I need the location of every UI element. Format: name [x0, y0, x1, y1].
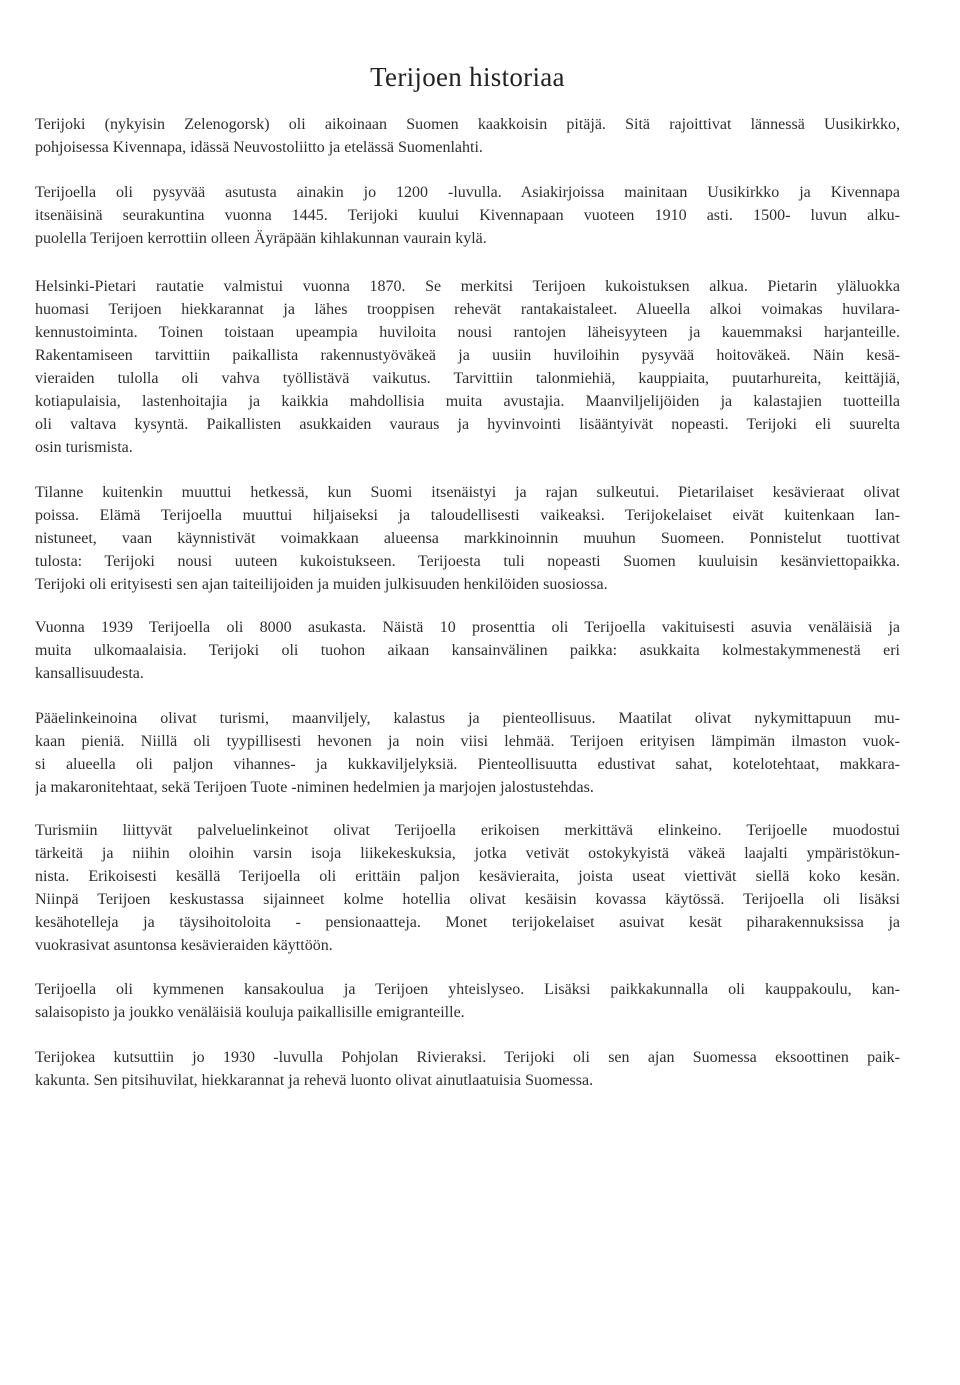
text-line: Turismiin liittyvät palveluelinkeinot olivat Terijoella erikoisen merkittävä elinkeino. Terijoelle muodostui: [35, 822, 900, 839]
text-line: pohjoisessa Kivennapa, idässä Neuvostoliitto ja etelässä Suomenlahti.: [35, 139, 483, 156]
paragraph-population: [35, 616, 900, 685]
paragraph-location: [35, 113, 900, 159]
text-line: nista. Erikoisesti kesällä Terijoella oli erittäin paljon kesävieraita, joista useat viettivät siellä koko kesän.: [35, 868, 900, 885]
text-line: kennustoiminta. Toinen toistaan upeampia huviloita nousi rantojen läheisyyteen ja kauemmaksi harjanteille.: [35, 324, 900, 341]
text-line: salaisopisto ja joukko venäläisiä kouluja paikallisille emigranteille.: [35, 1004, 465, 1021]
text-line: poissa. Elämä Terijoella muuttui hiljaiseksi ja taloudellisesti vaikeaksi. Terijokelaiset eivät kuitenkaan lan-: [35, 507, 900, 524]
text-line: ja makaronitehtaat, sekä Terijoen Tuote -niminen hedelmien ja marjojen jalostustehdas.: [35, 779, 594, 796]
text-line: Rakentamiseen tarvittiin paikallista rakennustyöväkeä ja uusiin huviloihin pysyvää hoitoväkeä. Näin kesä-: [35, 347, 900, 364]
text-line: huomasi Terijoen hiekkarannat ja lähes trooppisen rehevät rantakaistaleet. Alueella alkoi voimakas huvilara-: [35, 301, 900, 318]
text-line: Terijokea kutsuttiin jo 1930 -luvulla Pohjolan Rivieraksi. Terijoki oli sen ajan Suomessa eksoottinen paik-: [35, 1049, 900, 1066]
text-line: kotiapulaisia, lastenhoitajia ja kaikkia mahdollisia muita avustajia. Maanviljelijöiden ja kalastajien tuotteilla: [35, 393, 900, 410]
text-line: osin turismista.: [35, 439, 133, 456]
text-line: si alueella oli paljon vihannes- ja kukkaviljelyksiä. Pienteollisuutta edustivat sahat, kotelotehtaat, makkara-: [35, 756, 900, 773]
paragraph-early-history: [35, 181, 900, 250]
text-line: muita ulkomaalaisia. Terijoki oli tuohon aikaan kansainvälinen paikka: asukkaita kolmestakymmenestä eri: [35, 642, 900, 659]
paragraph-tourism-services: [35, 819, 900, 957]
paragraph-railway: [35, 275, 900, 459]
text-line: nistuneet, vaan käynnistivät voimakkaan alueensa markkinoinnin muuhun Suomeen. Ponnistelut tuottivat: [35, 530, 900, 547]
text-line: kansallisuudesta.: [35, 665, 144, 682]
text-line: Vuonna 1939 Terijoella oli 8000 asukasta. Näistä 10 prosenttia oli Terijoella vakituisesti asuvia venäläisiä ja: [35, 619, 900, 636]
text-line: kesähotelleja ja täysihoitoloita - pensionaatteja. Monet terijokelaiset asuivat kesät piharakennuksissa ja: [35, 914, 900, 931]
text-line: Helsinki-Pietari rautatie valmistui vuonna 1870. Se merkitsi Terijoen kukoistuksen alkua. Pietarin yläluokka: [35, 278, 900, 295]
page-title: Terijoen historiaa: [370, 62, 565, 92]
text-line: Terijoki (nykyisin Zelenogorsk) oli aikoinaan Suomen kaakkoisin pitäjä. Sitä rajoittivat lännessä Uusikirkko,: [35, 116, 900, 133]
paragraph-riviera: [35, 1046, 900, 1092]
text-line: Terijoella oli kymmenen kansakoulua ja Terijoen yhteislyseo. Lisäksi paikkakunnalla oli kauppakoulu, kan-: [35, 981, 900, 998]
text-line: Pääelinkeinoina olivat turismi, maanviljely, kalastus ja pienteollisuus. Maatilat olivat nykymittapuun mu-: [35, 710, 900, 727]
text-line: Tilanne kuitenkin muuttui hetkessä, kun Suomi itsenäistyi ja rajan sulkeutui. Pietarilaiset kesävieraat olivat: [35, 484, 900, 501]
text-line: tulosta: Terijoki nousi uuteen kukoistukseen. Terijoesta tuli nopeasti Suomen kuuluisin kesänviettopaikka.: [35, 553, 900, 570]
text-line: Terijoki oli erityisesti sen ajan taiteilijoiden ja muiden julkisuuden henkilöiden suosiossa.: [35, 576, 608, 593]
text-line: kakunta. Sen pitsihuvilat, hiekkarannat ja rehevä luonto olivat ainutlaatuisia Suomessa.: [35, 1072, 594, 1089]
text-line: puolella Terijoen kerrottiin olleen Äyräpään kihlakunnan vaurain kylä.: [35, 230, 487, 247]
text-line: tärkeitä ja niihin oloihin varsin isoja liikekeskuksia, jotka vetivät ostokykyistä väkeä laajalti ympäristökun-: [35, 845, 900, 862]
text-line: Niinpä Terijoen keskustassa sijainneet kolme hotellia olivat kesäisin kovassa käytössä. Terijoella oli lisäksi: [35, 891, 900, 908]
text-line: itsenäisinä seurakuntina vuonna 1445. Terijoki kuului Kivennapaan vuoteen 1910 asti. 1500- luvun alku-: [35, 207, 900, 224]
text-line: Terijoella oli pysyvää asutusta ainakin jo 1200 -luvulla. Asiakirjoissa mainitaan Uusikirkko ja Kivennapa: [35, 184, 900, 201]
text-line: kaan pieniä. Niillä oli tyypillisesti hevonen ja noin viisi lehmää. Terijoen erityisen lämpimän ilmaston vuok-: [35, 733, 900, 750]
text-line: vuokrasivat asuntonsa kesävieraiden käyttöön.: [35, 937, 333, 954]
paragraph-schools: [35, 978, 900, 1024]
paragraph-independence: [35, 481, 900, 596]
paragraph-livelihoods: [35, 707, 900, 799]
text-line: oli valtava kysyntä. Paikallisten asukkaiden vauraus ja hyvinvointi lisääntyivät nopeasti. Terijoki eli suurelta: [35, 416, 900, 433]
text-line: vieraiden tulolla oli vahva työllistävä vaikutus. Tarvittiin talonmiehiä, kauppiaita, puutarhureita, keittäjiä,: [35, 370, 900, 387]
